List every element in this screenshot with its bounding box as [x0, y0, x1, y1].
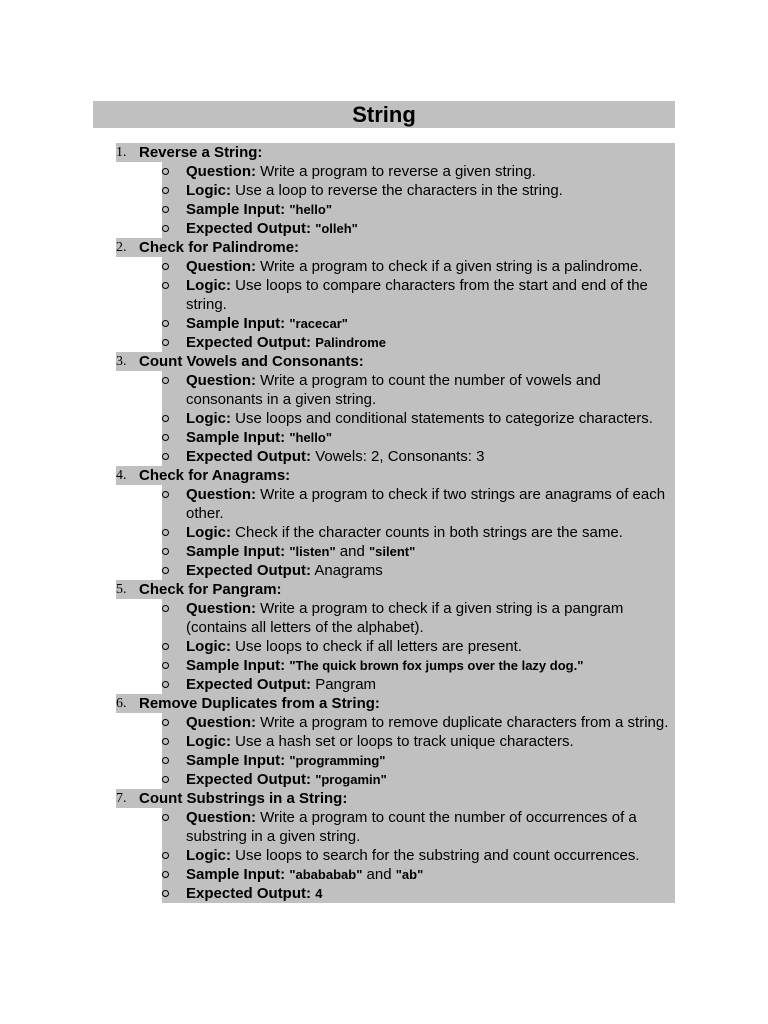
circle-bullet-icon	[162, 681, 169, 688]
question-label: Question:	[186, 809, 256, 826]
item-number: 3.	[116, 354, 127, 369]
circle-bullet-icon	[162, 320, 169, 327]
expected-output-label: Expected Output:	[186, 562, 312, 579]
circle-bullet-icon	[162, 225, 169, 232]
logic-text: Use loops to compare characters from the start and end of the string.	[186, 277, 648, 313]
expected-output-label: Expected Output:	[186, 885, 312, 902]
list-item	[0, 580, 768, 694]
sample-input-label: Sample Input:	[186, 866, 286, 883]
logic-label: Logic:	[186, 638, 231, 655]
logic-text: Use loops and conditional statements to categorize characters.	[235, 410, 653, 427]
sample-input-line	[162, 656, 675, 675]
item-heading	[116, 143, 675, 162]
question-line	[162, 599, 675, 637]
circle-bullet-icon	[162, 453, 169, 460]
item-title: Check for Pangram:	[139, 581, 282, 598]
expected-output-label: Expected Output:	[186, 771, 312, 788]
sample-input-line	[162, 751, 675, 770]
item-number: 1.	[116, 145, 127, 160]
item-heading	[116, 789, 675, 808]
circle-bullet-icon	[162, 377, 169, 384]
question-label: Question:	[186, 163, 256, 180]
logic-text: Use a hash set or loops to track unique characters.	[235, 733, 574, 750]
question-line	[162, 162, 675, 181]
expected-output-value: Pangram	[315, 676, 377, 693]
expected-output-value: 4	[315, 886, 323, 901]
circle-bullet-icon	[162, 206, 169, 213]
item-title: Check for Palindrome:	[139, 239, 300, 256]
circle-bullet-icon	[162, 719, 169, 726]
item-number: 4.	[116, 468, 127, 483]
logic-line	[162, 409, 675, 428]
expected-output-label: Expected Output:	[186, 676, 312, 693]
expected-output-line	[162, 333, 675, 352]
sample-input-joiner: and	[339, 543, 365, 560]
expected-output-label: Expected Output:	[186, 220, 312, 237]
item-title: Count Vowels and Consonants:	[139, 353, 364, 370]
expected-output-line	[162, 219, 675, 238]
sample-input-line	[162, 314, 675, 333]
logic-line	[162, 181, 675, 200]
question-text: Write a program to check if two strings are anagrams of each other.	[186, 486, 666, 522]
item-heading	[116, 466, 675, 485]
sample-input-value: "The quick brown fox jumps over the lazy dog."	[289, 658, 584, 673]
sample-input-label: Sample Input:	[186, 201, 286, 218]
circle-bullet-icon	[162, 662, 169, 669]
logic-line	[162, 732, 675, 751]
question-text: Write a program to count the number of vowels and consonants in a given string.	[186, 372, 601, 408]
string-exercise-list	[0, 143, 768, 903]
circle-bullet-icon	[162, 757, 169, 764]
sample-input-label: Sample Input:	[186, 657, 286, 674]
question-label: Question:	[186, 714, 256, 731]
list-item	[0, 466, 768, 580]
question-text: Write a program to reverse a given string.	[260, 163, 536, 180]
expected-output-line	[162, 561, 675, 580]
list-item	[0, 789, 768, 903]
sample-input-joiner: and	[366, 866, 392, 883]
item-heading	[116, 694, 675, 713]
logic-label: Logic:	[186, 410, 231, 427]
logic-label: Logic:	[186, 524, 231, 541]
logic-label: Logic:	[186, 733, 231, 750]
sample-input-value-2: "silent"	[369, 544, 416, 559]
circle-bullet-icon	[162, 871, 169, 878]
sample-input-line	[162, 542, 675, 561]
question-text: Write a program to count the number of occurrences of a substring in a given string.	[186, 809, 637, 845]
logic-line	[162, 276, 675, 314]
list-item	[0, 238, 768, 352]
question-text: Write a program to check if a given string is a palindrome.	[260, 258, 643, 275]
circle-bullet-icon	[162, 605, 169, 612]
sample-input-value-2: "ab"	[395, 867, 424, 882]
sample-input-value: "listen"	[289, 544, 336, 559]
question-label: Question:	[186, 258, 256, 275]
sample-input-line	[162, 428, 675, 447]
expected-output-value: Vowels: 2, Consonants: 3	[315, 448, 485, 465]
expected-output-label: Expected Output:	[186, 334, 312, 351]
question-line	[162, 808, 675, 846]
list-item	[0, 352, 768, 466]
sample-input-label: Sample Input:	[186, 429, 286, 446]
item-heading	[116, 238, 675, 257]
circle-bullet-icon	[162, 415, 169, 422]
sample-input-label: Sample Input:	[186, 315, 286, 332]
expected-output-value: Palindrome	[315, 335, 386, 350]
circle-bullet-icon	[162, 434, 169, 441]
sample-input-line	[162, 865, 675, 884]
item-title: Remove Duplicates from a String:	[139, 695, 380, 712]
sample-input-value: "hello"	[289, 430, 333, 445]
expected-output-line	[162, 675, 675, 694]
circle-bullet-icon	[162, 168, 169, 175]
list-item	[0, 694, 768, 789]
expected-output-label: Expected Output:	[186, 448, 312, 465]
circle-bullet-icon	[162, 852, 169, 859]
expected-output-value: "olleh"	[315, 221, 358, 236]
item-heading	[116, 580, 675, 599]
item-number: 6.	[116, 696, 127, 711]
item-title: Count Substrings in a String:	[139, 790, 348, 807]
item-number: 7.	[116, 791, 127, 806]
logic-label: Logic:	[186, 847, 231, 864]
question-line	[162, 257, 675, 276]
logic-text: Use loops to check if all letters are present.	[235, 638, 522, 655]
logic-text: Use a loop to reverse the characters in the string.	[235, 182, 563, 199]
circle-bullet-icon	[162, 738, 169, 745]
expected-output-line	[162, 770, 675, 789]
page-title: String	[93, 101, 675, 128]
expected-output-line	[162, 884, 675, 903]
logic-label: Logic:	[186, 182, 231, 199]
logic-label: Logic:	[186, 277, 231, 294]
circle-bullet-icon	[162, 187, 169, 194]
question-label: Question:	[186, 486, 256, 503]
item-title: Reverse a String:	[139, 144, 263, 161]
sample-input-value: "hello"	[289, 202, 333, 217]
circle-bullet-icon	[162, 643, 169, 650]
item-title: Check for Anagrams:	[139, 467, 291, 484]
circle-bullet-icon	[162, 491, 169, 498]
question-text: Write a program to check if a given string is a pangram (contains all letters of the alphabet).	[186, 600, 624, 636]
logic-line	[162, 637, 675, 656]
expected-output-value: Anagrams	[314, 562, 383, 579]
question-line	[162, 713, 675, 732]
question-label: Question:	[186, 600, 256, 617]
logic-text: Check if the character counts in both strings are the same.	[235, 524, 623, 541]
logic-line	[162, 846, 675, 865]
circle-bullet-icon	[162, 263, 169, 270]
circle-bullet-icon	[162, 567, 169, 574]
question-text: Write a program to remove duplicate characters from a string.	[260, 714, 669, 731]
sample-input-label: Sample Input:	[186, 543, 286, 560]
question-line	[162, 371, 675, 409]
circle-bullet-icon	[162, 529, 169, 536]
logic-text: Use loops to search for the substring and count occurrences.	[235, 847, 640, 864]
question-line	[162, 485, 675, 523]
logic-line	[162, 523, 675, 542]
sample-input-line	[162, 200, 675, 219]
question-label: Question:	[186, 372, 256, 389]
sample-input-value: "programming"	[289, 753, 386, 768]
expected-output-value: "progamin"	[315, 772, 387, 787]
item-number: 2.	[116, 240, 127, 255]
sample-input-label: Sample Input:	[186, 752, 286, 769]
list-item	[0, 143, 768, 238]
circle-bullet-icon	[162, 548, 169, 555]
item-number: 5.	[116, 582, 127, 597]
circle-bullet-icon	[162, 339, 169, 346]
circle-bullet-icon	[162, 814, 169, 821]
sample-input-value: "abababab"	[289, 867, 363, 882]
item-heading	[116, 352, 675, 371]
expected-output-line	[162, 447, 675, 466]
circle-bullet-icon	[162, 890, 169, 897]
circle-bullet-icon	[162, 776, 169, 783]
sample-input-value: "racecar"	[289, 316, 348, 331]
circle-bullet-icon	[162, 282, 169, 289]
